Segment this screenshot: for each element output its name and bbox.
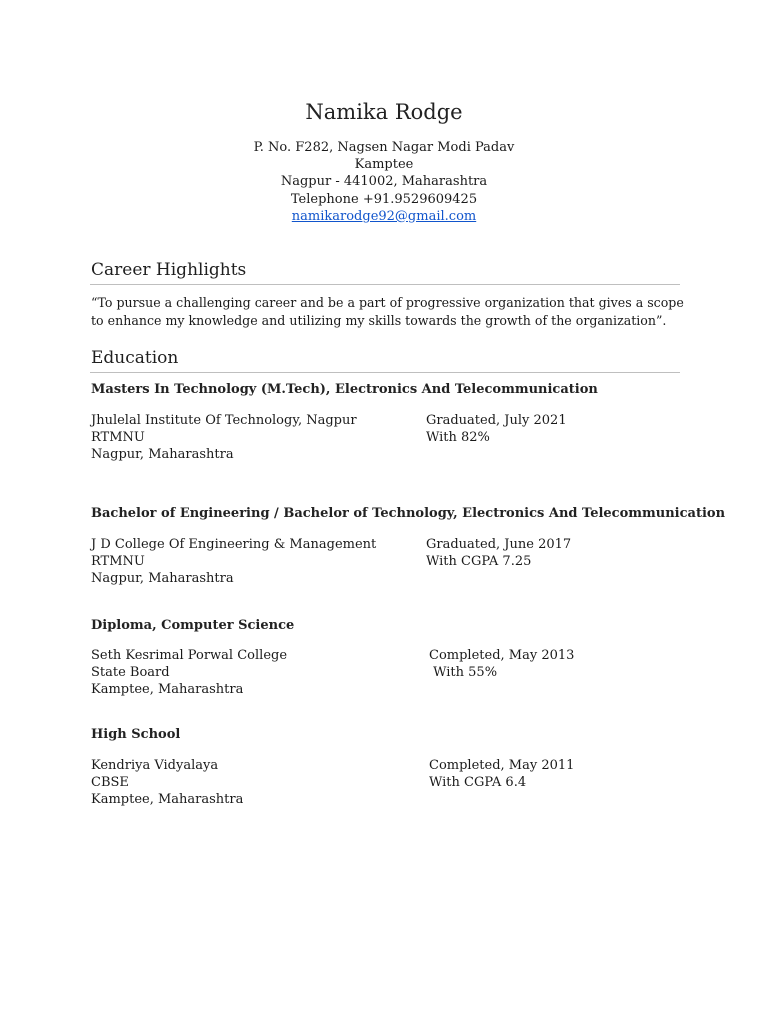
status: Graduated, June 2017 <box>426 537 572 552</box>
score: With 55% <box>429 665 498 681</box>
institution: Seth Kesrimal Porwal College <box>91 648 288 663</box>
education-entry-right <box>429 757 574 791</box>
institution: Kendriya Vidyalaya <box>91 758 219 773</box>
board: RTMNU <box>91 430 145 446</box>
candidate-name: Namika Rodge <box>305 100 463 124</box>
degree-title: Bachelor of Engineering / Bachelor of Technology, Electronics And Telecommunication <box>91 506 726 521</box>
institution: Jhulelal Institute Of Technology, Nagpur <box>91 413 357 428</box>
degree-title: Masters In Technology (M.Tech), Electronics And Telecommunication <box>91 382 598 397</box>
address-line-3: Nagpur - 441002, Maharashtra <box>280 174 488 190</box>
career-objective: “To pursue a challenging career and be a part of progressive organization that gives a scope to enhance my knowledge and utilizing my skills towards the growth of the organization”. <box>91 295 684 328</box>
address-line-1: P. No. F282, Nagsen Nagar Modi Padav <box>253 140 515 155</box>
contact-block <box>0 139 768 225</box>
institution: J D College Of Engineering & Management <box>91 537 377 552</box>
board: State Board <box>91 665 170 681</box>
address-line-2: Kamptee <box>354 157 414 173</box>
section-divider <box>90 372 680 373</box>
location: Nagpur, Maharashtra <box>91 571 234 587</box>
board: CBSE <box>91 775 129 791</box>
education-entry-right <box>426 412 567 446</box>
board: RTMNU <box>91 554 145 570</box>
education-entry-left <box>91 536 376 588</box>
status: Completed, May 2013 <box>429 648 575 663</box>
education-entry-left <box>91 647 287 699</box>
degree-title: High School <box>91 727 181 742</box>
location: Kamptee, Maharashtra <box>91 792 244 808</box>
education-entry-right <box>426 536 571 570</box>
score: With 82% <box>426 430 490 446</box>
education-heading: Education <box>91 348 179 368</box>
education-entry-right <box>429 647 574 681</box>
section-divider <box>90 284 680 285</box>
telephone: Telephone +91.9529609425 <box>290 191 478 207</box>
status: Completed, May 2011 <box>429 758 575 773</box>
education-entry-left <box>91 412 357 464</box>
score: With CGPA 6.4 <box>429 775 527 791</box>
location: Kamptee, Maharashtra <box>91 682 244 698</box>
career-highlights-heading: Career Highlights <box>91 260 247 280</box>
score: With CGPA 7.25 <box>426 554 532 570</box>
email-link[interactable]: namikarodge92@gmail.com <box>291 208 477 224</box>
education-entry-left <box>91 757 243 809</box>
location: Nagpur, Maharashtra <box>91 447 234 463</box>
status: Graduated, July 2021 <box>426 413 567 428</box>
degree-title: Diploma, Computer Science <box>91 618 295 633</box>
